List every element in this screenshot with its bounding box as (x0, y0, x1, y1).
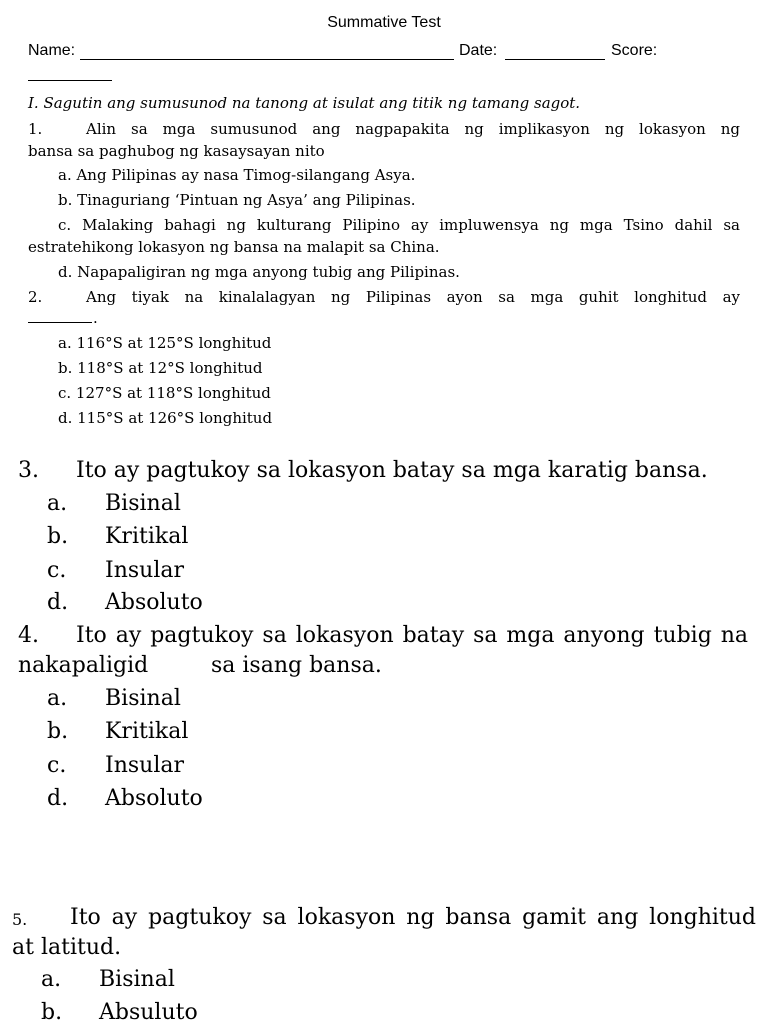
q5-option-b-letter: b. (41, 1000, 63, 1025)
q3-option-a-letter: a. (47, 491, 68, 516)
page-title: Summative Test (327, 14, 441, 31)
q4-option-a: Bisinal (105, 686, 181, 711)
q5-option-a: Bisinal (99, 967, 175, 992)
q1-text-line1: Alin sa mga sumusunod ang nagpapakita ng implikasyon ng lokasyon ng (86, 120, 740, 138)
q4-option-d: Absoluto (105, 786, 203, 811)
score-field[interactable] (28, 80, 112, 81)
q4-option-c-letter: c. (47, 753, 67, 778)
date-label: Date: (459, 42, 498, 59)
q3-text: Ito ay pagtukoy sa lokasyon batay sa mga karatig bansa. (76, 458, 708, 483)
q4-option-c: Insular (105, 753, 184, 778)
q1-option-c-line1: c. Malaking bahagi ng kulturang Pilipino ay impluwensya ng mga Tsino dahil sa (58, 216, 740, 234)
q2-option-c: c. 127°S at 118°S longhitud (58, 384, 271, 402)
q3-option-c: Insular (105, 558, 184, 583)
q3-option-d-letter: d. (47, 590, 69, 615)
q5-text-line2: at latitud. (12, 935, 122, 960)
q2-text-line1: Ang tiyak na kinalalagyan ng Pilipinas ayon sa mga guhit longhitud ay (86, 288, 740, 306)
q4-number: 4. (18, 623, 39, 648)
q3-number: 3. (18, 458, 39, 483)
q5-number: 5. (12, 910, 28, 929)
q2-option-d: d. 115°S at 126°S longhitud (58, 409, 273, 427)
instruction: I. Sagutin ang sumusunod na tanong at isulat ang titik ng tamang sagot. (28, 94, 581, 112)
q4-option-b: Kritikal (105, 719, 189, 744)
q1-text-line2: bansa sa paghubog ng kasaysayan nito (28, 142, 325, 160)
q1-option-a: a. Ang Pilipinas ay nasa Timog-silangang Asya. (58, 166, 416, 184)
q4-option-d-letter: d. (47, 786, 69, 811)
q5-option-a-letter: a. (41, 967, 62, 992)
name-field[interactable] (80, 59, 454, 60)
q3-option-a: Bisinal (105, 491, 181, 516)
q4-text-line1: Ito ay pagtukoy sa lokasyon batay sa mga anyong tubig na (76, 623, 748, 648)
q2-option-b: b. 118°S at 12°S longhitud (58, 359, 263, 377)
q4-option-b-letter: b. (47, 719, 69, 744)
q4-text-line2a: nakapaligid (18, 653, 149, 678)
q3-option-c-letter: c. (47, 558, 67, 583)
q3-option-b-letter: b. (47, 524, 69, 549)
score-label: Score: (611, 42, 658, 59)
q2-answer-blank[interactable] (28, 322, 92, 323)
name-label: Name: (28, 42, 76, 59)
q1-option-b: b. Tinaguriang ‘Pintuan ng Asya’ ang Pilipinas. (58, 191, 416, 209)
q2-option-a: a. 116°S at 125°S longhitud (58, 334, 272, 352)
q5-option-b: Absuluto (99, 1000, 198, 1025)
q4-option-a-letter: a. (47, 686, 68, 711)
date-field[interactable] (505, 59, 605, 60)
q1-option-c-line2: estratehikong lokasyon ng bansa na malapit sa China. (28, 238, 440, 256)
q4-text-line2b: sa isang bansa. (211, 653, 382, 678)
q2-number: 2. (28, 288, 43, 306)
q2-period: . (93, 309, 98, 327)
q5-text-line1: Ito ay pagtukoy sa lokasyon ng bansa gamit ang longhitud (70, 905, 756, 930)
q1-number: 1. (28, 120, 43, 138)
q3-option-d: Absoluto (105, 590, 203, 615)
q1-option-d: d. Napapaligiran ng mga anyong tubig ang Pilipinas. (58, 263, 460, 281)
q3-option-b: Kritikal (105, 524, 189, 549)
